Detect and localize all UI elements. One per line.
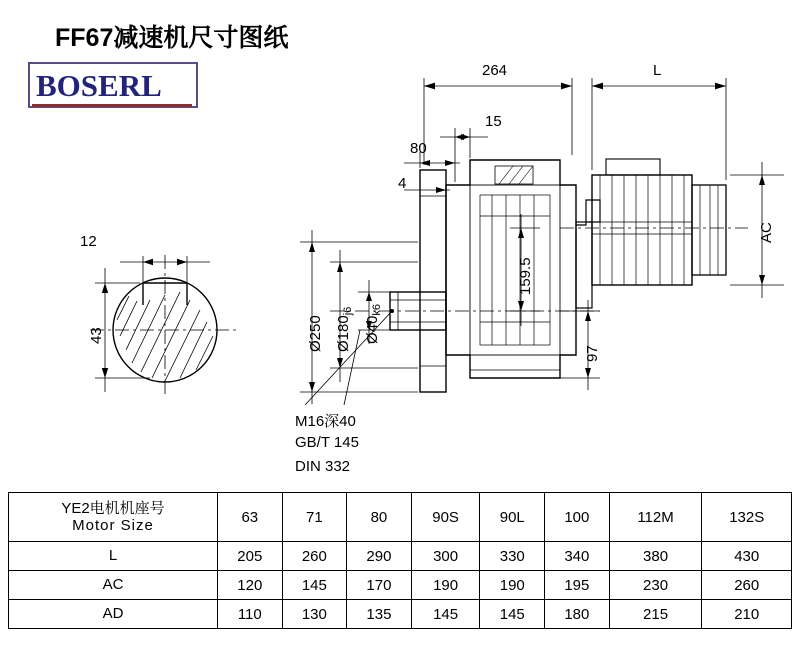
table-cell: 260 [282, 542, 347, 571]
table-cell: 180 [545, 600, 610, 629]
table-col-header: 90S [411, 493, 480, 542]
dim-dia-40: Ø40 [364, 315, 381, 344]
table-cell: 340 [545, 542, 610, 571]
page-title: FF67减速机尺寸图纸 [55, 24, 289, 52]
table-col-header: 132S [702, 493, 792, 542]
table-cell: 120 [218, 571, 283, 600]
table-col-header: 100 [545, 493, 610, 542]
dim-264: 264 [482, 62, 508, 79]
table-cell: 430 [702, 542, 792, 571]
table-cell: 130 [282, 600, 347, 629]
dim-12: 12 [80, 233, 97, 250]
table-cell: 330 [480, 542, 545, 571]
table-cell: 260 [702, 571, 792, 600]
motor-size-table [8, 492, 792, 629]
table-row [9, 600, 792, 629]
dim-dia-40-tol: k6 [371, 304, 383, 316]
table-cell: 210 [702, 600, 792, 629]
table-cell: 190 [411, 571, 480, 600]
logo-text: BOSERL [36, 68, 162, 103]
note-line-1: M16深40 [295, 413, 356, 430]
main-assembly-view [300, 78, 784, 405]
dim-dia-180-tol: j6 [342, 306, 354, 316]
table-cell: 135 [347, 600, 412, 629]
dim-15: 15 [485, 113, 502, 130]
table-cell: 190 [480, 571, 545, 600]
dim-159-5: 159.5 [517, 257, 534, 295]
table-header-label-cn: YE2电机机座号 [61, 499, 165, 517]
table-row-label: AC [9, 571, 218, 600]
table-col-header: 112M [609, 493, 702, 542]
table-row-label: AD [9, 600, 218, 629]
table-cell: 145 [480, 600, 545, 629]
dim-L: L [653, 62, 662, 79]
note-line-2: GB/T 145 [295, 434, 359, 451]
dim-4: 4 [398, 175, 407, 192]
note-line-3: DIN 332 [295, 458, 351, 475]
dim-43: 43 [88, 327, 105, 344]
table-col-header: 71 [282, 493, 347, 542]
table-cell: 145 [282, 571, 347, 600]
dim-dia-180: Ø180 [335, 315, 352, 352]
table-cell: 110 [218, 600, 283, 629]
table-header-label [9, 493, 218, 542]
table-cell: 300 [411, 542, 480, 571]
dim-80: 80 [410, 140, 427, 157]
dim-dia-250: Ø250 [307, 315, 324, 352]
table-cell: 215 [609, 600, 702, 629]
dim-dia-40-group [364, 304, 383, 344]
dim-97: 97 [584, 345, 601, 362]
dim-AC: AC [758, 222, 775, 243]
table-cell: 170 [347, 571, 412, 600]
table-col-header: 63 [218, 493, 283, 542]
table-row [9, 571, 792, 600]
table-col-header: 90L [480, 493, 545, 542]
table-row-label: L [9, 542, 218, 571]
table-col-header: 80 [347, 493, 412, 542]
table-row [9, 542, 792, 571]
table-cell: 380 [609, 542, 702, 571]
dim-dia-180-group [335, 307, 354, 352]
table-cell: 195 [545, 571, 610, 600]
table-cell: 145 [411, 600, 480, 629]
table-header-label-en: Motor Size [72, 517, 154, 534]
table-header-row [9, 493, 792, 542]
table-cell: 205 [218, 542, 283, 571]
table-cell: 290 [347, 542, 412, 571]
shaft-end-view [90, 255, 240, 398]
table-cell: 230 [609, 571, 702, 600]
